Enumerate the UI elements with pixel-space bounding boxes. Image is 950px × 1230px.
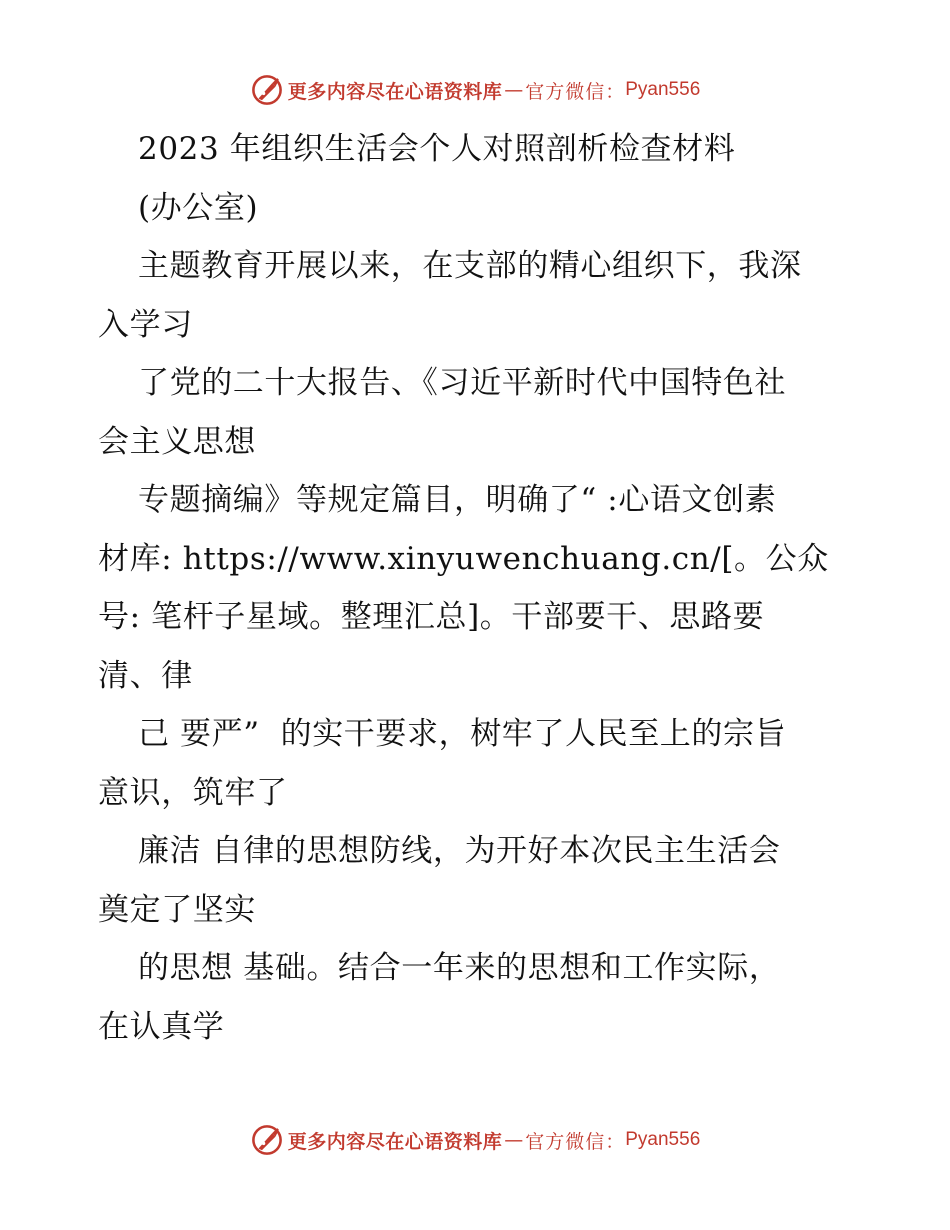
footer-banner bbox=[0, 1120, 950, 1160]
body-line: 奠定了坚实 bbox=[98, 891, 256, 928]
body-line: 专题摘编》等规定篇目，明确了“ :心语文创素 bbox=[138, 482, 777, 518]
body-line: 在认真学 bbox=[98, 1008, 225, 1045]
body-line: 主题教育开展以来，在支部的精心组织下，我深 bbox=[138, 248, 802, 284]
header-banner bbox=[0, 70, 950, 110]
body-line: 材库: https://www.xinyuwenchuang.cn/[。公众 bbox=[98, 540, 829, 577]
body-line: 己 要严” 的实干要求，树牢了人民至上的宗旨 bbox=[138, 716, 787, 752]
body-line: 廉洁 自律的思想防线，为开好本次民主生活会 bbox=[138, 833, 781, 869]
banner-wechat-id: Pyan556 bbox=[625, 1129, 701, 1150]
document-subtitle: (办公室) bbox=[138, 189, 259, 226]
banner-main-text: 更多内容尽在心语资料库 bbox=[287, 1130, 503, 1153]
body-line: 了党的二十大报告、《习近平新时代中国特色社 bbox=[138, 365, 787, 401]
body-line: 清、律 bbox=[98, 657, 193, 694]
body-line: 入学习 bbox=[98, 306, 193, 343]
banner-dash: — bbox=[504, 79, 524, 101]
document-body bbox=[98, 120, 868, 1056]
document-title: 2023 年组织生活会个人对照剖析检查材料 bbox=[138, 131, 736, 167]
body-line: 号: 笔杆子星域。整理汇总]。干部要干、思路要 bbox=[98, 599, 765, 635]
pen-nib-logo-icon bbox=[250, 73, 284, 107]
banner-dash: — bbox=[504, 1129, 524, 1151]
body-line: 的思想 基础。结合一年来的思想和工作实际， bbox=[138, 950, 781, 986]
pen-nib-logo-icon bbox=[250, 1123, 284, 1157]
banner-wechat-label: 官方微信： bbox=[525, 80, 626, 103]
body-line: 意识，筑牢了 bbox=[98, 774, 288, 811]
banner-wechat-label: 官方微信： bbox=[525, 1130, 626, 1153]
body-line: 会主义思想 bbox=[98, 423, 256, 460]
banner-wechat-id: Pyan556 bbox=[625, 79, 701, 100]
banner-main-text: 更多内容尽在心语资料库 bbox=[287, 80, 503, 103]
